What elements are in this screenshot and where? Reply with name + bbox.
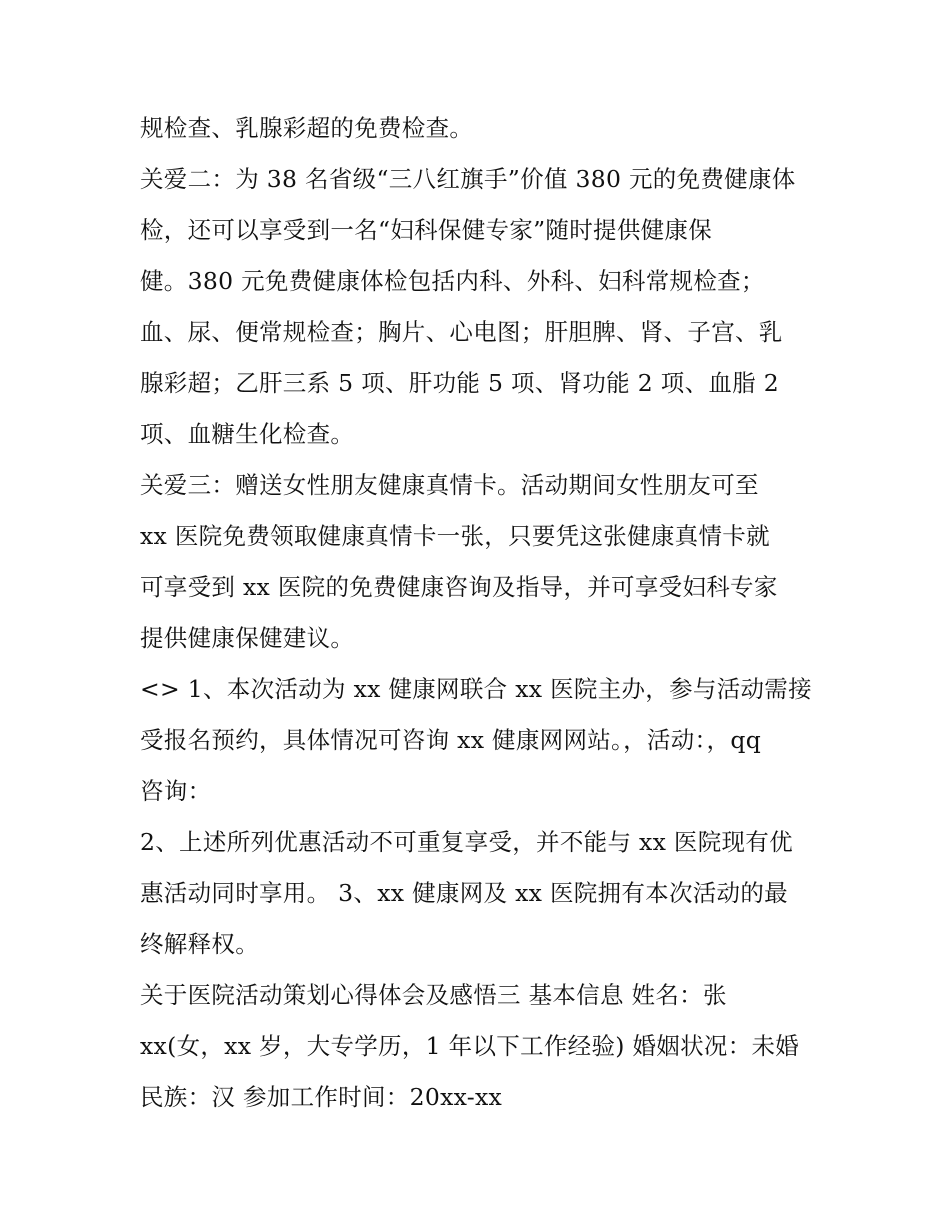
text-line-13: 受报名预约，具体情况可咨询 xx 健康网网站。，活动：，qq [140, 726, 762, 754]
text-line-2: 关爱二：为 38 名省级“三八红旗手”价值 380 元的免费健康体 [140, 165, 796, 193]
text-line-18: 关于医院活动策划心得体会及感悟三 基本信息 姓名：张 [140, 981, 727, 1009]
text-line-17: 终解释权。 [140, 930, 259, 958]
text-line-8: 关爱三：赠送女性朋友健康真情卡。活动期间女性朋友可至 [140, 471, 759, 499]
text-line-9: xx 医院免费领取健康真情卡一张，只要凭这张健康真情卡就 [140, 522, 770, 550]
text-line-16: 惠活动同时享用。 3、xx 健康网及 xx 医院拥有本次活动的最 [140, 879, 788, 907]
text-line-7: 项、血糖生化检查。 [140, 420, 355, 448]
text-line-6: 腺彩超；乙肝三系 5 项、肝功能 5 项、肾功能 2 项、血脂 2 [140, 369, 779, 397]
text-line-3: 检，还可以享受到一名“妇科保健专家”随时提供健康保 [140, 216, 713, 244]
text-line-11: 提供健康保健建议。 [140, 624, 355, 652]
document-body [140, 103, 820, 1123]
text-line-1: 规检查、乳腺彩超的免费检查。 [140, 114, 474, 142]
text-line-4: 健。380 元免费健康体检包括内科、外科、妇科常规检查； [140, 267, 765, 295]
text-line-12: <> 1、本次活动为 xx 健康网联合 xx 医院主办，参与活动需接 [140, 675, 812, 703]
text-line-5: 血、尿、便常规检查；胸片、心电图；肝胆脾、肾、子宫、乳 [140, 318, 783, 346]
text-line-19: xx(女，xx 岁，大专学历，1 年以下工作经验) 婚姻状况：未婚 [140, 1032, 800, 1060]
text-line-14: 咨询： [140, 777, 212, 805]
text-line-10: 可享受到 xx 医院的免费健康咨询及指导，并可享受妇科专家 [140, 573, 778, 601]
text-line-20: 民族：汉 参加工作时间：20xx-xx [140, 1083, 503, 1111]
text-line-15: 2、上述所列优惠活动不可重复享受，并不能与 xx 医院现有优 [140, 828, 793, 856]
